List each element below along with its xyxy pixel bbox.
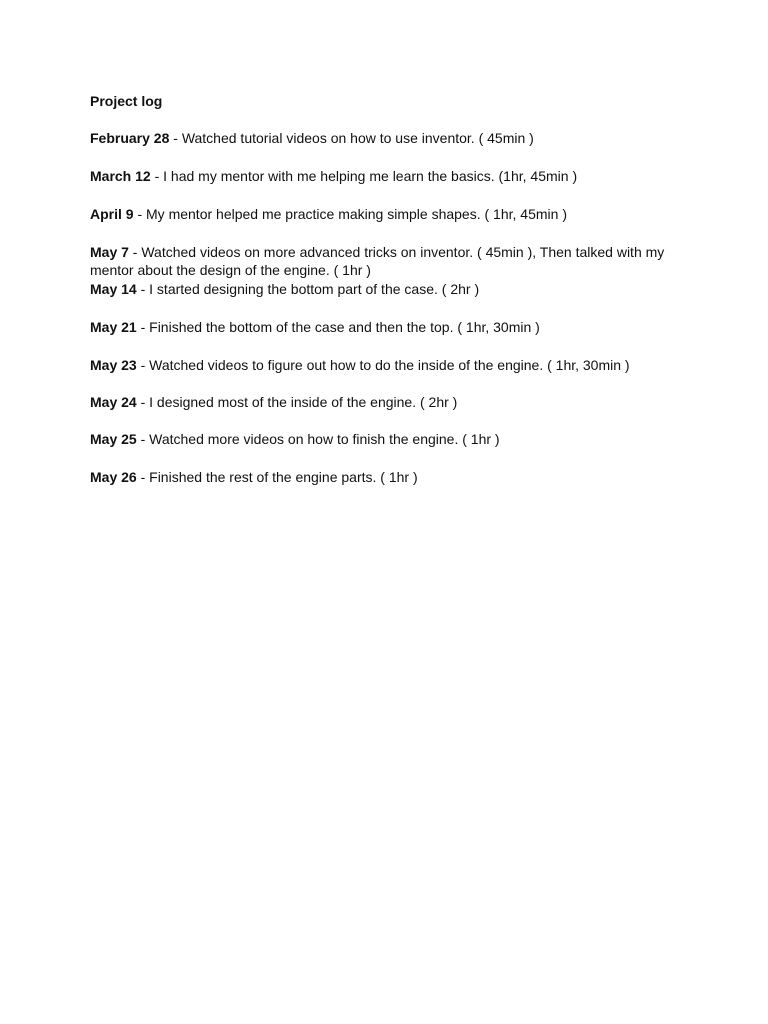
entry-text: - Finished the rest of the engine parts. ( 1hr ) <box>136 469 418 485</box>
entry-date: May 25 <box>90 431 137 447</box>
page-title: Project log <box>90 93 163 109</box>
log-entry-mar-12 <box>90 167 690 185</box>
log-entry-apr-9 <box>90 205 690 223</box>
log-entry-may-14 <box>90 280 690 298</box>
entry-date: May 21 <box>90 319 137 335</box>
entry-date: April 9 <box>90 206 134 222</box>
entry-line <box>90 280 690 298</box>
entry-line <box>90 430 690 448</box>
entry-line <box>90 468 690 486</box>
entry-text: - My mentor helped me practice making simple shapes. ( 1hr, 45min ) <box>133 206 567 222</box>
entry-text: - I had my mentor with me helping me learn the basics. (1hr, 45min ) <box>150 168 578 184</box>
entry-date: May 26 <box>90 469 137 485</box>
log-entry-may-7 <box>90 243 690 279</box>
entry-date: May 23 <box>90 357 137 373</box>
entry-line <box>90 129 690 147</box>
entry-line <box>90 318 690 336</box>
entry-date: May 24 <box>90 394 137 410</box>
entry-line <box>90 356 690 374</box>
entry-text: - Watched videos on more advanced tricks on inventor. ( 45min ), Then talked with my <box>128 244 665 260</box>
entry-line <box>90 393 690 411</box>
log-entry-may-21 <box>90 318 690 336</box>
entry-text: - Watched tutorial videos on how to use inventor. ( 45min ) <box>169 130 534 146</box>
entry-text: - I started designing the bottom part of the case. ( 2hr ) <box>136 281 480 297</box>
entry-line <box>90 243 690 261</box>
entry-date: May 14 <box>90 281 137 297</box>
log-entry-feb-28 <box>90 129 690 147</box>
entry-text: - I designed most of the inside of the engine. ( 2hr ) <box>136 394 458 410</box>
entry-date: February 28 <box>90 130 170 146</box>
log-entry-may-24 <box>90 393 690 411</box>
entry-date: March 12 <box>90 168 151 184</box>
log-entry-may-25 <box>90 430 690 448</box>
entry-date: May 7 <box>90 244 129 260</box>
entry-text: - Watched more videos on how to finish the engine. ( 1hr ) <box>136 431 500 447</box>
log-entry-may-23 <box>90 356 690 374</box>
entry-text: - Finished the bottom of the case and then the top. ( 1hr, 30min ) <box>136 319 540 335</box>
entry-continuation: mentor about the design of the engine. ( 1hr ) <box>90 262 371 278</box>
log-entry-may-26 <box>90 468 690 486</box>
entry-text: - Watched videos to figure out how to do the inside of the engine. ( 1hr, 30min ) <box>136 357 630 373</box>
entry-line <box>90 205 690 223</box>
entry-line <box>90 167 690 185</box>
